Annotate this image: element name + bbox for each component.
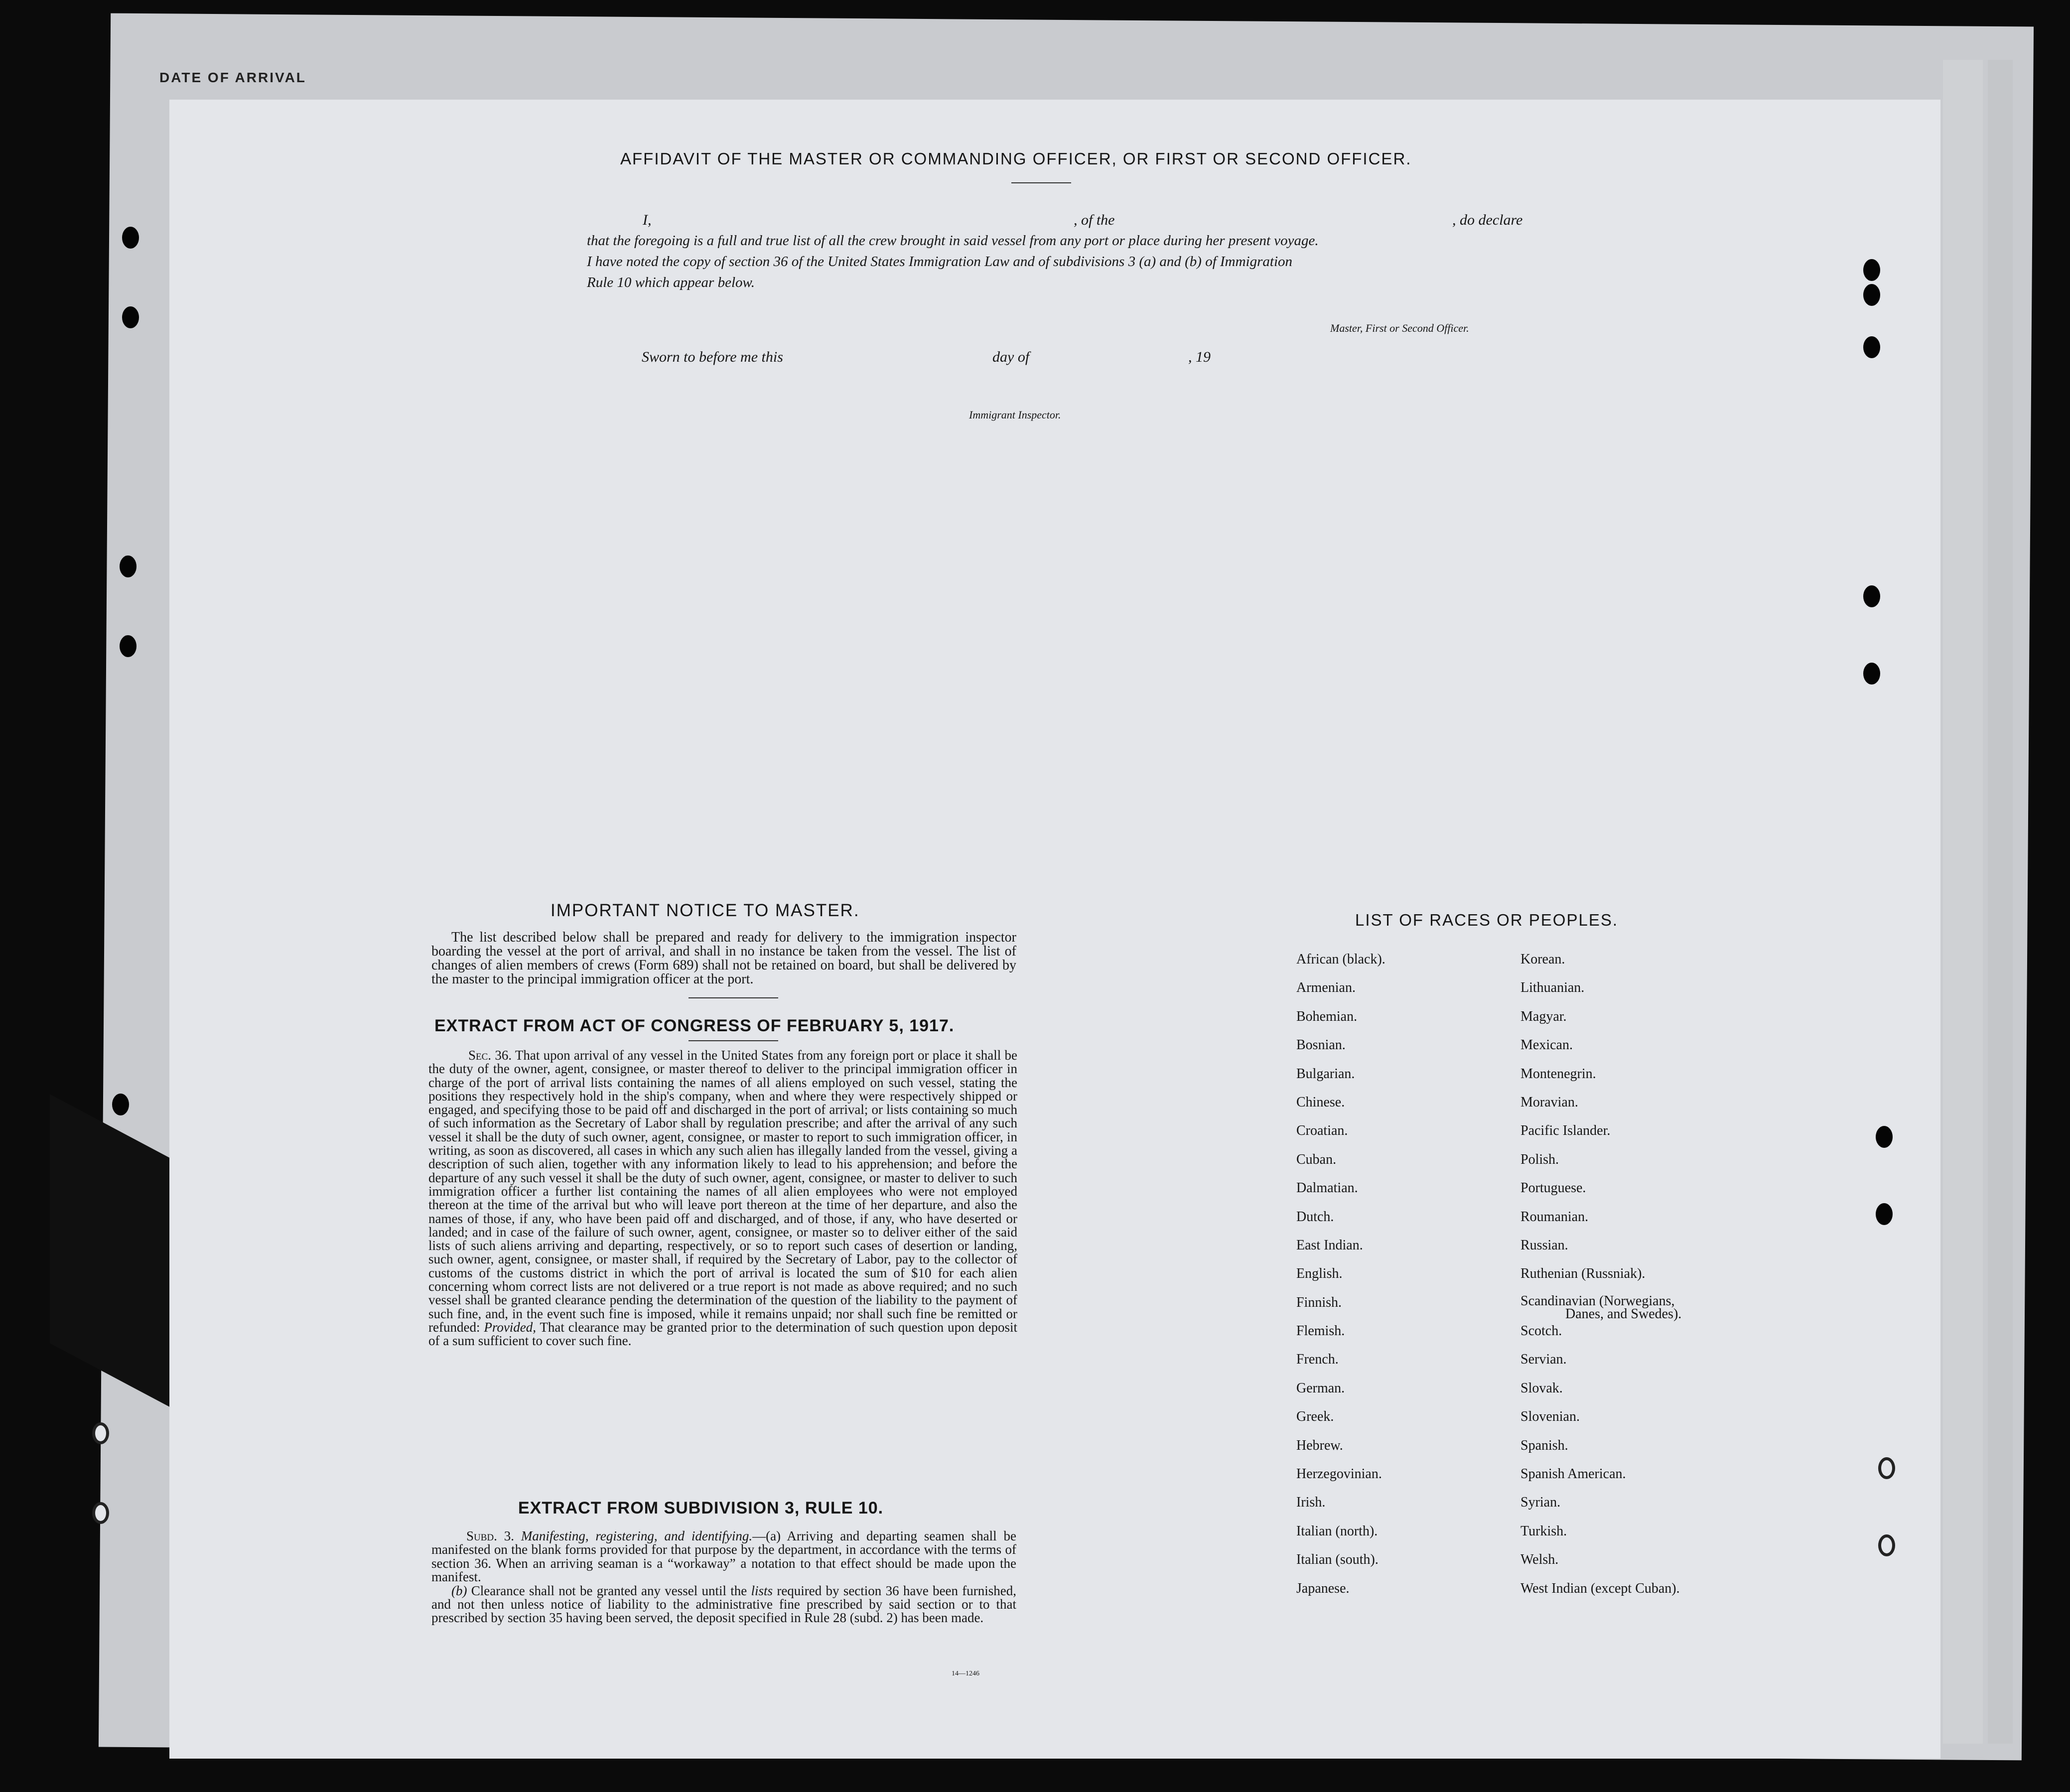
race-item [1520,1295,1681,1323]
affidavit-line-3: Rule 10 which appear below. [587,275,755,290]
rule-b-lists: lists [751,1583,773,1598]
rule-b-label: (b) [451,1583,467,1598]
race-item [1296,1152,1385,1180]
race-label: West Indian (except Cuban). [1520,1580,1680,1596]
race-label: Bohemian. [1296,1008,1358,1024]
binder-hole [122,227,139,249]
rule-b-text-2: required by section 36 have been furnished, and not then unless notice of liability to the administrative fine prescribed by said section or to that prescribed by section 35 having been served, the deposit specified in Rule 28 (subd. 2) has been made. [431,1583,1017,1626]
race-label: Flemish. [1296,1323,1345,1339]
race-label: Italian (north). [1296,1523,1378,1539]
race-label: Bulgarian. [1296,1066,1355,1082]
race-label: Servian. [1520,1352,1567,1368]
notice-text [431,931,1016,986]
affidavit-i: I, [643,212,652,228]
race-item [1296,1180,1385,1209]
race-label: Spanish American. [1520,1466,1626,1482]
race-item [1296,952,1385,980]
race-item [1296,1352,1385,1380]
race-label: Scotch. [1520,1323,1562,1339]
race-item [1296,1323,1385,1352]
binder-hole [112,1094,129,1115]
race-label: Chinese. [1296,1094,1345,1110]
race-item [1296,1552,1385,1580]
race-item [1520,1180,1681,1209]
race-label: Dalmatian. [1296,1180,1358,1196]
race-label: Montenegrin. [1520,1066,1596,1082]
race-item [1296,1438,1385,1466]
races-right-column [1520,952,1681,1609]
notice-title: IMPORTANT NOTICE TO MASTER. [551,901,860,920]
race-item [1296,1238,1385,1266]
race-label: Herzegovinian. [1296,1466,1382,1482]
race-label: Hebrew. [1296,1437,1343,1453]
extract-act-title: EXTRACT FROM ACT OF CONGRESS OF FEBRUARY 5, 1917. [434,1016,955,1035]
race-label: Portuguese. [1520,1180,1586,1196]
section-36-text: That upon arrival of any vessel in the United States from any foreign port or place it shall be the duty of the owner, agent, consignee, or master thereof to deliver to the principal immigration officer in charge of the port of arrival lists containing the names of all aliens employed on such vessel, stating the positions they respectively hold in the ship's company, when and where they were respectively shipped or engaged, and specifying those to be paid off and discharged in the port of arrival; or lists containing so much of such information as the Secretary of Labor shall by regulation prescribe; and after the arrival of any such vessel it shall be the duty of such owner, agent, consignee, or master to report to such immigration officer, in writing, as soon as discovered, all cases in which any such alien has illegally landed from the vessel, giving a description of such alien, together with any information likely to lead to his apprehension; and before the departure of any such vessel it shall be the duty of such owner, agent, consignee, or master to deliver to such immigration officer a further list containing the names of all alien employees who were not employed thereon at the time of the arrival but who will leave port thereon at the time of her departure, and also the names of those, if any, who have been paid off and discharged, and of those, if any, who have deserted or landed; and in case of the failure of such owner, agent, consignee, or master so to deliver either of the said lists of such aliens arriving and departing, respectively, or so to report such cases of desertion or landing, such owner, agent, consignee, or master shall, if required by the Secretary of Labor, pay to the collector of customs of the customs district in which the port of arrival is located the sum of $10 for each alien concerning whom correct lists are not delivered or a true report is not made as above required; and no such vessel shall be granted clearance pending the determination of the question of the liability to the payment of such fine, and, in the event such fine is imposed, while it remains unpaid; nor shall such fine be remitted or refunded: [428,1048,1018,1335]
binder-hole [1876,1203,1893,1225]
divider [689,1040,778,1041]
race-item [1520,1266,1681,1294]
page-edge [1988,60,2013,1744]
inspector-caption: Immigrant Inspector. [969,409,1061,421]
binder-hole [120,635,137,657]
race-label: Japanese. [1296,1580,1350,1596]
race-item [1296,980,1385,1008]
race-label: Russian. [1520,1237,1568,1253]
race-item [1520,1409,1681,1437]
divider [689,997,778,998]
binder-hole [1878,1534,1895,1556]
race-label: Armenian. [1296,980,1356,996]
form-number: 14—1246 [952,1670,979,1677]
race-item [1296,1295,1385,1323]
race-label: French. [1296,1352,1339,1368]
race-label: German. [1296,1380,1345,1396]
signature-caption: Master, First or Second Officer. [1330,322,1469,334]
race-item [1296,1495,1385,1523]
race-label: Spanish. [1520,1437,1568,1453]
race-label: Cuban. [1296,1151,1337,1167]
race-label: Italian (south). [1296,1552,1379,1568]
race-label: Lithuanian. [1520,980,1585,996]
binder-hole [1863,663,1880,685]
race-label: Moravian. [1520,1094,1578,1110]
affidavit-title: AFFIDAVIT OF THE MASTER OR COMMANDING OFFICER, OR FIRST OR SECOND OFFICER. [620,149,1412,168]
race-item [1296,1066,1385,1095]
race-label: Slovak. [1520,1380,1563,1396]
extract-act-text [428,1049,1017,1348]
binder-hole [92,1502,109,1524]
race-item [1296,1581,1385,1609]
race-item [1520,1152,1681,1180]
binder-hole [120,555,137,577]
race-label: Bosnian. [1296,1037,1346,1053]
race-item [1296,1095,1385,1123]
race-label: Croatian. [1296,1123,1348,1139]
race-label: African (black). [1296,952,1385,967]
race-label: Welsh. [1520,1552,1559,1568]
sworn-text: Sworn to before me this [642,349,783,365]
binder-hole [1878,1457,1895,1479]
race-item [1520,1466,1681,1495]
rule-a-text: —(a) Arriving and departing seamen shall be manifested on the blank forms provided for that purpose by the department, in accordance with the terms of section 36. When an arriving seaman is a “workaway” a notation to that effect should be made upon the manifest. [431,1528,1016,1585]
race-item [1520,1523,1681,1552]
race-item [1520,1209,1681,1238]
rule-b-text-1: Clearance shall not be granted any vessel until the [471,1583,747,1598]
subd-label: Subd. 3. [466,1528,514,1543]
race-label: Korean. [1520,952,1565,967]
race-item [1520,1123,1681,1151]
race-item [1520,1581,1681,1609]
race-item [1296,1409,1385,1437]
race-item [1520,980,1681,1008]
race-label: Mexican. [1520,1037,1573,1053]
binder-hole [1863,585,1880,607]
race-item [1296,1466,1385,1495]
section-label: Sec. 36. [468,1048,512,1063]
race-label: Dutch. [1296,1209,1334,1225]
race-label: Scandinavian (Norwegians, [1520,1293,1675,1309]
race-label: Magyar. [1520,1008,1567,1024]
race-item [1520,1095,1681,1123]
race-item [1520,1009,1681,1037]
extract-rule-title: EXTRACT FROM SUBDIVISION 3, RULE 10. [518,1499,884,1517]
page-edge [1943,60,1983,1744]
binder-hole [1876,1126,1893,1148]
race-label: English. [1296,1266,1343,1282]
race-label: Polish. [1520,1151,1559,1167]
binder-hole [1863,284,1880,306]
rule-heading: Manifesting, registering, and identifying. [521,1528,753,1543]
race-label: Finnish. [1296,1294,1342,1310]
races-left-column [1296,952,1385,1609]
divider [1011,182,1071,183]
affidavit-line-2: I have noted the copy of section 36 of the United States Immigration Law and of subdivisions 3 (a) and (b) of Immigration [587,254,1293,270]
race-item [1520,1238,1681,1266]
affidavit-do-declare: , do declare [1452,212,1523,228]
binder-hole [122,306,139,328]
race-item [1520,1352,1681,1380]
race-item [1520,1495,1681,1523]
affidavit-line-1: that the foregoing is a full and true list of all the crew brought in said vessel from any port or place during her present voyage. [587,233,1319,249]
binder-hole [1863,259,1880,281]
race-label: Roumanian. [1520,1209,1589,1225]
affidavit-of-the: , of the [1074,212,1115,228]
race-label: Irish. [1296,1495,1326,1511]
race-item [1520,1323,1681,1352]
provided-word: Provided, [484,1319,537,1335]
race-item [1520,1438,1681,1466]
race-item [1296,1037,1385,1066]
race-item [1296,1523,1385,1552]
race-item [1520,1066,1681,1095]
race-label: Pacific Islander. [1520,1123,1611,1139]
race-label: Turkish. [1520,1523,1567,1539]
day-of-text: day of [992,349,1030,365]
date-of-arrival-strip: DATE OF ARRIVAL [159,70,306,85]
race-item [1296,1009,1385,1037]
notice-paragraph: The list described below shall be prepared and ready for delivery to the immigration inspector boarding the vessel at the port of arrival, and shall in no instance be taken from the vessel. The list of changes of alien members of crews (Form 689) shall not be retained on board, but shall be delivered by the master to the principal immigration officer at the port. [431,930,1016,987]
race-label: Syrian. [1520,1495,1561,1511]
extract-rule-text [431,1529,1016,1625]
race-item [1520,1037,1681,1066]
race-item [1296,1209,1385,1238]
race-item [1520,1552,1681,1580]
binder-hole [1863,336,1880,358]
race-label: East Indian. [1296,1237,1363,1253]
race-label-continued: Danes, and Swedes). [1565,1306,1682,1322]
race-item [1520,1380,1681,1409]
race-item [1296,1380,1385,1409]
section-36-tail: That clearance may be granted prior to the determination of such question upon deposit of a sum sufficient to cover such fine. [428,1319,1017,1349]
race-label: Ruthenian (Russniak). [1520,1266,1646,1282]
races-title: LIST OF RACES OR PEOPLES. [1355,911,1619,929]
race-item [1296,1123,1385,1151]
race-label: Greek. [1296,1409,1334,1425]
binder-hole [92,1422,109,1444]
race-item [1296,1266,1385,1294]
race-item [1520,952,1681,980]
race-label: Slovenian. [1520,1409,1580,1425]
year-text: , 19 [1188,349,1211,365]
